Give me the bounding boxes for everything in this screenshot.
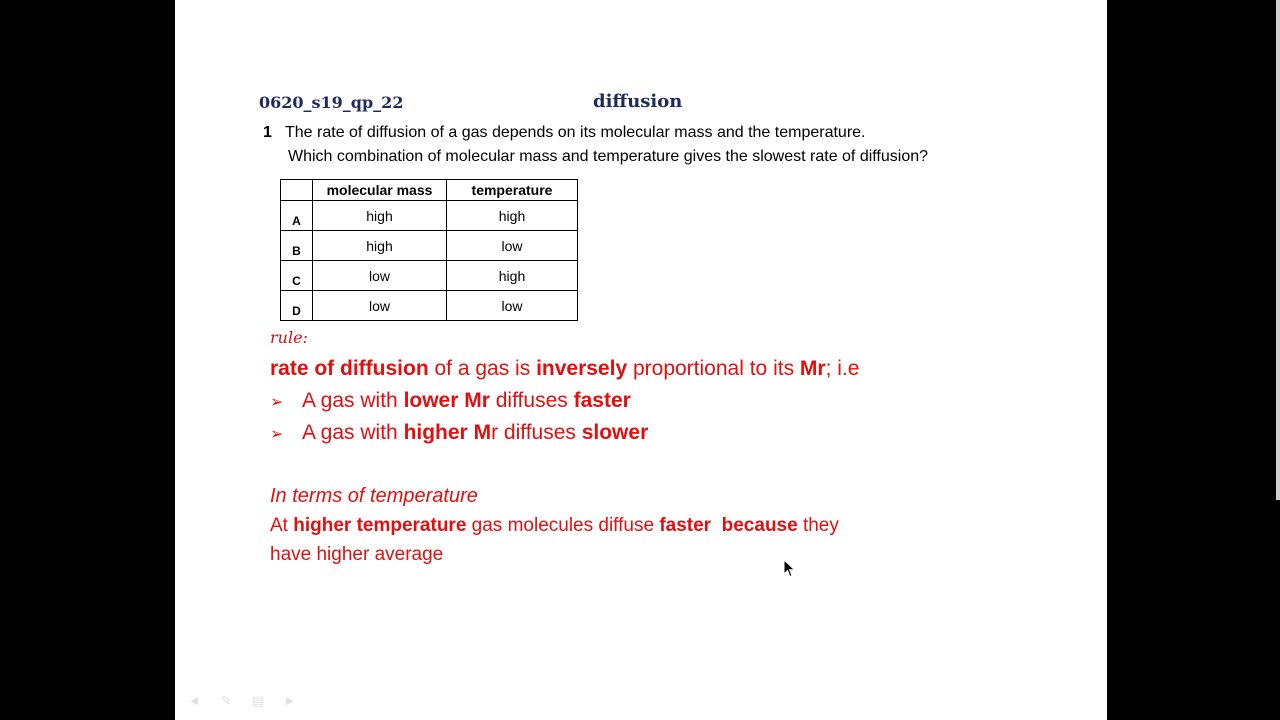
temperature-line-1 <box>270 515 839 537</box>
temperature-cell: high <box>447 201 578 231</box>
slides-menu-icon[interactable]: ▤ <box>251 693 265 708</box>
table-row <box>281 201 578 231</box>
option-letter: A <box>281 201 313 231</box>
option-letter: C <box>281 261 313 291</box>
table-corner-cell <box>281 180 313 201</box>
temperature-cell: low <box>447 291 578 321</box>
paper-code: 0620_s19_qp_22 <box>259 93 404 112</box>
right-edge-strip <box>1107 0 1280 720</box>
bullet-part: higher M <box>403 421 492 444</box>
rule-part: inversely <box>536 357 628 380</box>
bullet-part: r diffuses <box>491 421 582 444</box>
options-table <box>280 179 578 321</box>
option-letter: B <box>281 231 313 261</box>
temp-part: they <box>797 515 839 536</box>
slide <box>175 0 1107 720</box>
rule-part: proportional to its <box>627 357 800 380</box>
option-letter: D <box>281 291 313 321</box>
bullet-higher-mr <box>270 421 648 445</box>
slideshow-toolbar[interactable] <box>185 694 299 708</box>
table-row <box>281 231 578 261</box>
temperature-cell: low <box>447 231 578 261</box>
rule-statement <box>270 357 859 381</box>
table-header-row <box>281 180 578 201</box>
table-row <box>281 261 578 291</box>
edge-border <box>1276 0 1280 500</box>
rule-part: Mr <box>799 357 826 380</box>
rule-part: of a gas is <box>428 357 537 380</box>
next-slide-icon[interactable]: ► <box>283 693 297 708</box>
temperature-heading: In terms of temperature <box>270 485 478 507</box>
bullet-part: faster <box>573 389 631 412</box>
slide-title: diffusion <box>593 91 683 112</box>
bullet-part: lower Mr <box>403 389 490 412</box>
bullet-part: A gas with <box>302 389 404 412</box>
header-molecular-mass: molecular mass <box>313 180 447 201</box>
molecular-mass-cell: low <box>313 291 447 321</box>
rule-part: ; i.e <box>825 357 860 380</box>
molecular-mass-cell: low <box>313 261 447 291</box>
question-line-1: The rate of diffusion of a gas depends on its molecular mass and the temperature. <box>285 124 866 141</box>
temperature-line-2: have higher average <box>270 544 444 565</box>
previous-slide-icon[interactable]: ◄ <box>187 693 201 708</box>
temp-part: faster because <box>659 515 798 536</box>
bullet-part: A gas with <box>302 421 404 444</box>
bullet-part: diffuses <box>489 389 574 412</box>
molecular-mass-cell: high <box>313 201 447 231</box>
header-temperature: temperature <box>447 180 578 201</box>
temp-part: gas molecules diffuse <box>466 515 660 536</box>
question-number: 1 <box>263 124 272 141</box>
question-line-2: Which combination of molecular mass and temperature gives the slowest rate of diffusion? <box>288 148 929 165</box>
rule-label: rule: <box>270 328 308 347</box>
molecular-mass-cell: high <box>313 231 447 261</box>
bullet-lower-mr <box>270 389 631 413</box>
bullet-part: slower <box>581 421 649 444</box>
mouse-cursor-icon <box>783 559 797 579</box>
temperature-cell: high <box>447 261 578 291</box>
temp-part: higher temperature <box>293 515 467 536</box>
arrow-bullet-icon: ➢ <box>270 394 284 411</box>
pen-icon[interactable]: ✎ <box>220 693 232 708</box>
table-row <box>281 291 578 321</box>
temp-part: At <box>270 515 294 536</box>
rule-part: rate of diffusion <box>270 357 429 380</box>
arrow-bullet-icon: ➢ <box>270 426 284 443</box>
